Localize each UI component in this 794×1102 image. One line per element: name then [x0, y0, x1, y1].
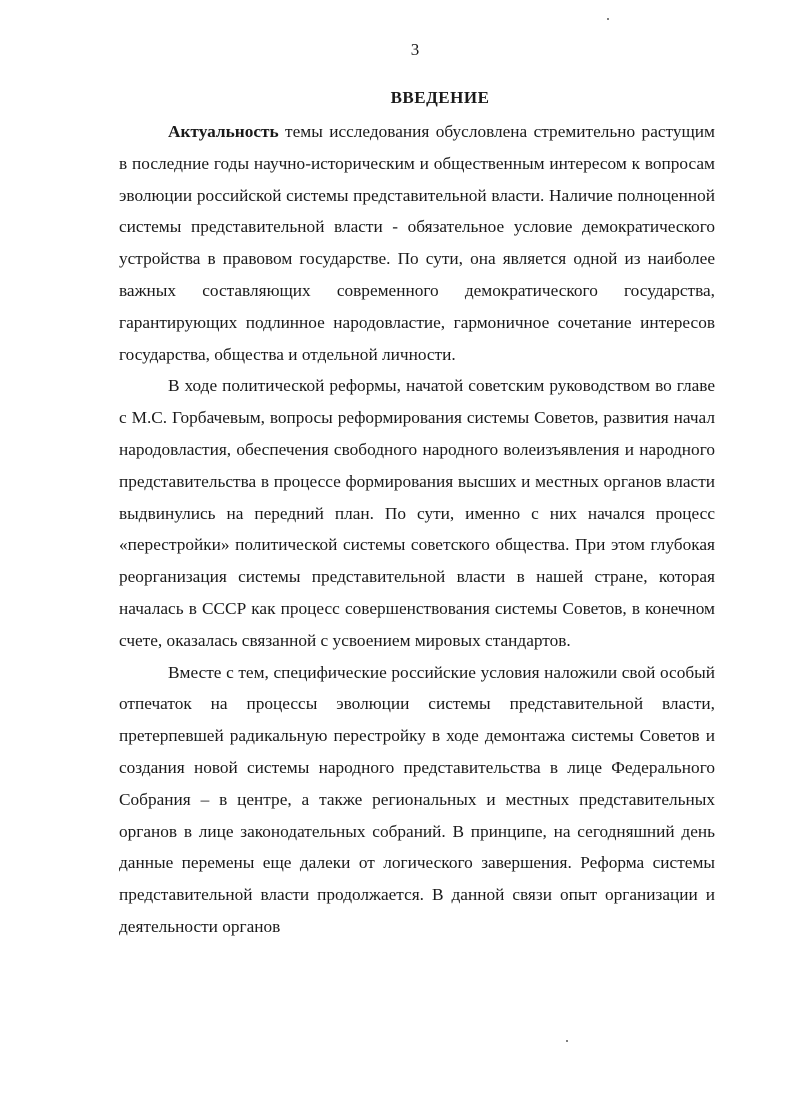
lead-word: Актуальность [168, 122, 279, 141]
paragraph-text: В ходе политической реформы, начатой советским руководством во главе с М.С. Горбачевым, вопросы реформирования системы Советов, развития начал народовластия, обеспечения свободного народного волеизъявления и народного представительства в процессе формирования высших и местных органов власти выдвинулись на передний план. По сути, именно с них начался процесс «перестройки» политической системы советского общества. При этом глубокая реорганизация системы представительной власти в нашей стране, которая началась в СССР как процесс совершенствования системы Советов, в конечном счете, оказалась связанной с усвоением мировых стандартов. [119, 376, 715, 650]
scan-speck [607, 18, 609, 20]
paragraph-relevance [119, 116, 715, 370]
section-heading: ВВЕДЕНИЕ [390, 88, 490, 107]
paragraph-political-reform [119, 370, 715, 656]
paragraph-russian-conditions [119, 657, 715, 943]
paragraph-text: Вместе с тем, специфические российские условия наложили свой особый отпечаток на процессы эволюции системы представительной власти, претерпевшей радикальную перестройку в ходе демонтажа системы Советов и создания новой системы народного представительства в лице Федерального Собрания – в центре, а также региональных и местных представительных органов в лице законодательных собраний. В принципе, на сегодняшний день данные перемены еще далеки от логического завершения. Реформа системы представительной власти продолжается. В данной связи опыт организации и деятельности органов [119, 662, 715, 936]
scan-speck [566, 1040, 568, 1042]
body-text [119, 116, 715, 943]
page-number: 3 [410, 40, 420, 59]
paragraph-text: темы исследования обусловлена стремительно растущим в последние годы научно-историческим и общественным интересом к вопросам эволюции российской системы представительной власти. Наличие полноценной системы представительной власти - обязательное условие демократического устройства в правовом государстве. По сути, она является одной из наиболее важных составляющих современного демократического государства, гарантирующих подлинное народовластие, гармоничное сочетание интересов государства, общества и отдельной личности. [119, 122, 715, 364]
